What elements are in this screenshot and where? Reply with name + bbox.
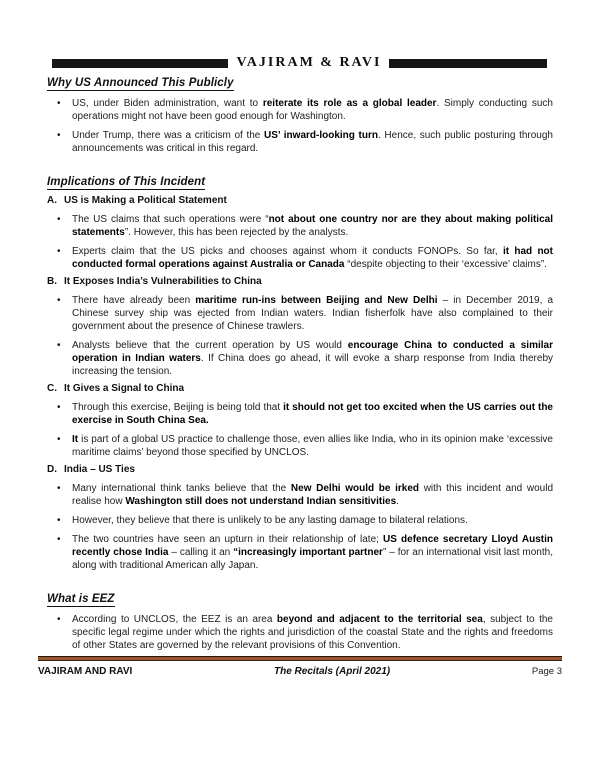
bullet-item bbox=[47, 129, 553, 155]
section bbox=[47, 172, 553, 572]
section-heading-row bbox=[47, 73, 553, 91]
section-heading-row bbox=[47, 589, 553, 607]
bullet-text: The two countries have seen an upturn in their relationship of late; US defence secretary Lloyd Austin recently chose India – calling it an “increasingly important partner” – for an international visit last month, along with traditional American ally Japan. bbox=[72, 534, 553, 571]
bullet-item bbox=[47, 401, 553, 427]
bullet-item bbox=[47, 533, 553, 572]
bullet-text: It is part of a global US practice to challenge those, even allies like India, who in its opinion make ‘excessive maritime claims’ beyond those specified by UNCLOS. bbox=[72, 434, 553, 458]
footer-row bbox=[38, 666, 562, 677]
bullet-icon: • bbox=[57, 295, 61, 306]
subsection-heading bbox=[47, 275, 553, 288]
bullet-text: Under Trump, there was a criticism of the US’ inward-looking turn. Hence, such public posturing through announcements was critical in this regard. bbox=[72, 130, 553, 154]
bullet-item bbox=[47, 514, 553, 527]
bullet-text: There have already been maritime run-ins between Beijing and New Delhi – in December 2019, a Chinese survey ship was ejected from Indian waters. Indian fisherfolk have also complained to their government about the presence of Chinese trawlers. bbox=[72, 295, 554, 332]
brand-title: VAJIRAM & RAVI bbox=[236, 55, 382, 70]
subsection-label: D. bbox=[47, 464, 57, 475]
footer bbox=[38, 656, 562, 677]
section-heading-row bbox=[47, 172, 553, 190]
brand-bar-left bbox=[52, 59, 228, 68]
bullet-text: The US claims that such operations were “not about one country nor are they about making political statements”. However, this has been rejected by the analysts. bbox=[72, 214, 553, 238]
bullet-icon: • bbox=[57, 434, 61, 445]
bullet-icon: • bbox=[57, 340, 61, 351]
bullet-item bbox=[47, 97, 553, 123]
footer-page-number: Page 3 bbox=[531, 666, 562, 677]
section bbox=[47, 589, 553, 652]
subsection-title: It Exposes India’s Vulnerabilities to China bbox=[64, 276, 262, 287]
section-heading: Implications of This Incident bbox=[47, 176, 206, 188]
subsection-heading bbox=[47, 194, 553, 207]
bullet-icon: • bbox=[57, 515, 61, 526]
document-body bbox=[47, 73, 553, 652]
bullet-item bbox=[47, 245, 553, 271]
subsection-title: It Gives a Signal to China bbox=[64, 383, 185, 394]
section bbox=[47, 73, 553, 155]
bullet-icon: • bbox=[57, 534, 61, 545]
bullet-icon: • bbox=[57, 614, 61, 625]
subsection-heading bbox=[47, 382, 553, 395]
bullet-icon: • bbox=[57, 98, 61, 109]
bullet-item bbox=[47, 482, 553, 508]
subsection-heading bbox=[47, 463, 553, 476]
subsection-title: India – US Ties bbox=[64, 464, 135, 475]
bullet-icon: • bbox=[57, 483, 61, 494]
bullet-text: However, they believe that there is unlikely to be any lasting damage to bilateral relations. bbox=[72, 515, 468, 526]
subsection-label: B. bbox=[47, 276, 57, 287]
section-heading: Why US Announced This Publicly bbox=[47, 77, 234, 89]
bullet-text: Analysts believe that the current operation by US would encourage China to conducted a similar operation in Indian waters. If China does go ahead, it will evoke a sharp response from India thereby increasing the tension. bbox=[72, 340, 554, 377]
subsection-label: A. bbox=[47, 195, 57, 206]
brand-bar-right bbox=[389, 59, 547, 68]
bullet-item bbox=[47, 613, 553, 652]
bullet-icon: • bbox=[57, 246, 61, 257]
section-heading: What is EEZ bbox=[47, 593, 115, 605]
bullet-text: Through this exercise, Beijing is being told that it should not get too excited when the US carries out the exercise in South China Sea. bbox=[72, 402, 553, 426]
bullet-text: Experts claim that the US picks and chooses against whom it conducts FONOPs. So far, it had not conducted formal operations against Australia or Canada “despite objecting to their ‘excessive’ claims”. bbox=[72, 246, 553, 270]
bullet-item bbox=[47, 433, 553, 459]
bullet-icon: • bbox=[57, 214, 61, 225]
bullet-item bbox=[47, 294, 553, 333]
bullet-item bbox=[47, 213, 553, 239]
bullet-text: Many international think tanks believe that the New Delhi would be irked with this incident and would realise how Washington still does not understand Indian sensitivities. bbox=[72, 483, 554, 507]
bullet-item bbox=[47, 339, 553, 378]
subsection-title: US is Making a Political Statement bbox=[64, 195, 227, 206]
bullet-icon: • bbox=[57, 402, 61, 413]
subsection-label: C. bbox=[47, 383, 57, 394]
bullet-text: According to UNCLOS, the EEZ is an area beyond and adjacent to the territorial sea, subject to the specific legal regime under which the rights and jurisdiction of the coastal State and the rights and freedoms of other States are governed by the relevant provisions of this Convention. bbox=[72, 614, 553, 651]
brand-header bbox=[52, 55, 547, 71]
footer-left: VAJIRAM AND RAVI bbox=[38, 666, 133, 677]
footer-center: The Recitals (April 2021) bbox=[273, 666, 391, 677]
bullet-text: US, under Biden administration, want to reiterate its role as a global leader. Simply conducting such operations might not have been good enough for Washington. bbox=[72, 98, 553, 122]
bullet-icon: • bbox=[57, 130, 61, 141]
footer-rule bbox=[38, 656, 562, 661]
